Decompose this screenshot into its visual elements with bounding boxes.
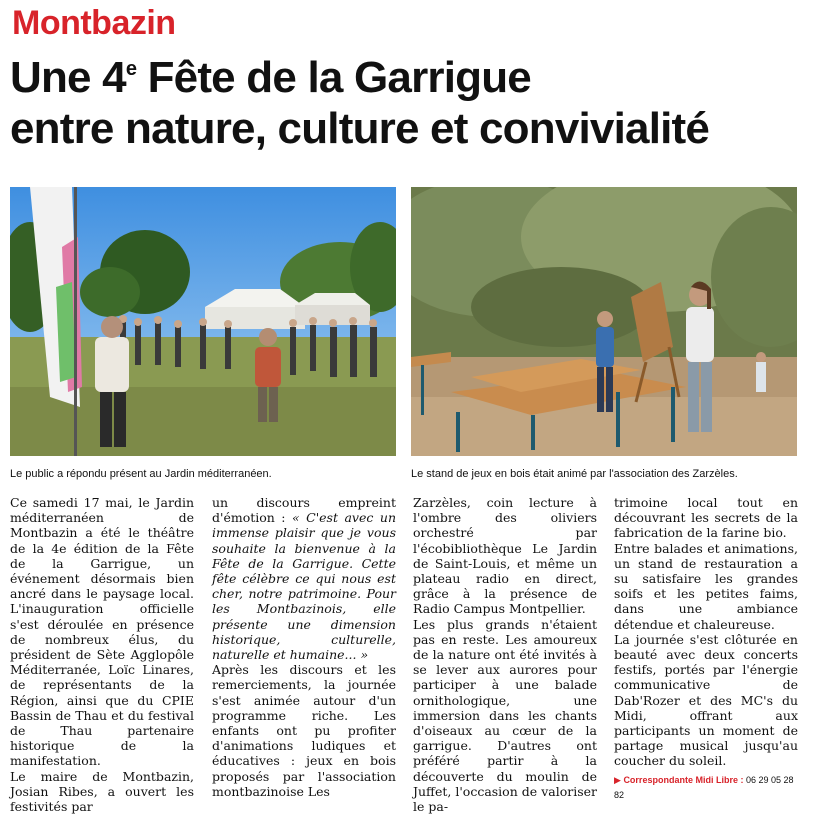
paragraph: Les plus grands n'étaient pas en reste. Les amoureux de la nature ont été invités à se lever aux aurores pour participer à une balade ornithologique, une immersion dans les chants d'oiseaux au cœur de la garrigue. D'autres ont préféré partir à la découverte du moulin de Juffet, l'occasion de valoriser le pa- bbox=[413, 616, 597, 814]
article-column-3 bbox=[413, 495, 597, 814]
caption-right-photo: Le stand de jeux en bois était animé par l'association des Zarzèles. bbox=[411, 468, 738, 480]
article-column-2 bbox=[212, 495, 396, 799]
section-kicker: Montbazin bbox=[12, 4, 176, 42]
credit-phone: 06 29 05 28 82 bbox=[614, 774, 794, 800]
article-column-1 bbox=[10, 495, 194, 814]
paragraph: Entre balades et animations, un stand de restauration a su satisfaire les grandes soifs et les petites faims, dans une ambiance détendue et chaleureuse. bbox=[614, 540, 798, 632]
headline-line-1: Une 4e Fête de la Garrigue bbox=[10, 53, 531, 102]
paragraph: La journée s'est clôturée en beauté avec deux concerts festifs, portés par l'énergie communicative de Dab'Rozer et des MC's du Midi, offrant aux participants un moment de partage musical jusqu'au coucher du soleil. bbox=[614, 631, 798, 769]
paragraph: Zarzèles, coin lecture à l'ombre des oliviers orchestré par l'écobibliothèque Le Jardin de Saint-Louis, et même un plateau radio en direct, grâce à la présence de Radio Campus Montpellier. bbox=[413, 495, 597, 617]
headline bbox=[10, 52, 709, 154]
paragraph: trimoine local tout en découvrant les secrets de la fabrication de la farine bio. bbox=[614, 495, 798, 541]
photo-public-garden bbox=[10, 187, 396, 456]
paragraph: un discours empreint d'émotion : « C'est avec un immense plaisir que je vous souhaite la bienvenue à la Fête de la Garrigue. Cette fête célèbre ce qui nous est cher, notre patrimoine. Pour les Montbazinois, elle présente une dimension historique, culturelle, naturelle et humaine... » bbox=[212, 495, 396, 663]
article-column-4 bbox=[614, 495, 798, 803]
correspondent-credit bbox=[614, 773, 798, 803]
triangle-arrow-icon: ▶ bbox=[614, 774, 621, 785]
caption-left-photo: Le public a répondu présent au Jardin méditerranéen. bbox=[10, 468, 272, 480]
paragraph: Après les discours et les remerciements, la journée s'est animée autour d'un programme riche. Les enfants ont pu profiter d'animations ludiques et éducatives : jeux en bois proposés par l'association montbazinoise Les bbox=[212, 662, 396, 799]
photo-wooden-games-stand bbox=[411, 187, 797, 456]
mayor-quote: « C'est avec un immense plaisir que je vous souhaite la bienvenue à la Fête de la Garrigue. Cette fête célèbre ce qui nous est cher, notre patrimoine. Pour les Montbazinois, elle présente une dimension historique, culturelle, naturelle et humaine... » bbox=[212, 510, 396, 663]
credit-label: Correspondante Midi Libre : bbox=[623, 774, 744, 785]
paragraph: Ce samedi 17 mai, le Jardin méditerranéen de Montbazin a été le théâtre de la 4e édition de la Fête de la Garrigue, un événement désormais bien ancré dans le paysage local. L'inauguration officielle s'est déroulée en présence de nombreux élus, du président de Sète Agglopôle Méditerranée, Loïc Linares, de représentants de la Région, ainsi que du CPIE Bassin de Thau et du festival de Thau partenaire historique de la manifestation. bbox=[10, 495, 194, 769]
headline-line-2: entre nature, culture et convivialité bbox=[10, 104, 710, 153]
paragraph: Le maire de Montbazin, Josian Ribes, a ouvert les festivités par bbox=[10, 768, 194, 814]
